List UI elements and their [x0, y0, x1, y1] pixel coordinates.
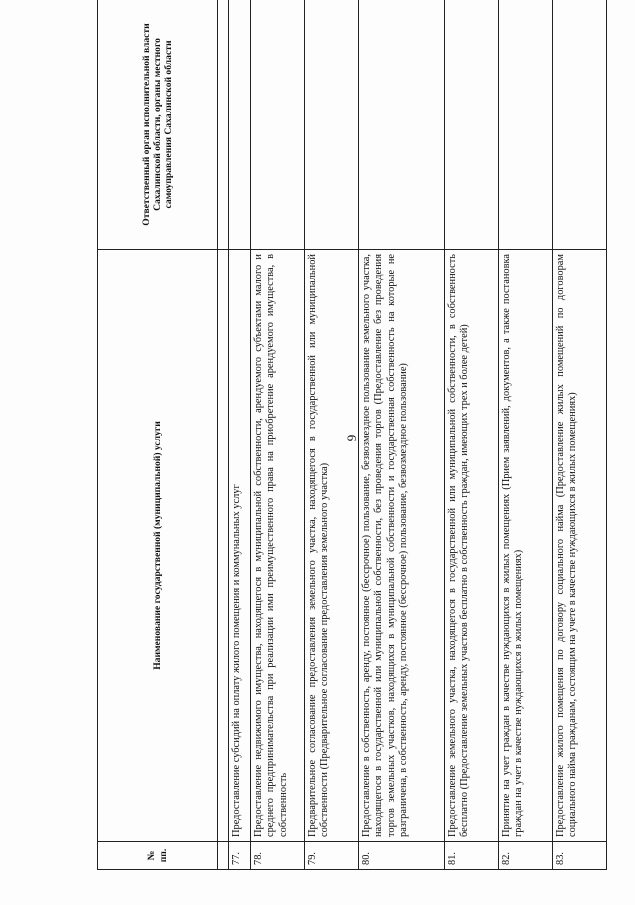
header-service-name: Наименование государственной (муниципальной) услуги	[98, 250, 218, 842]
header-authority: Ответственный орган исполнительной власти Сахалинской области, органы местного самоуправления Сахалинской области	[98, 0, 218, 250]
table-row	[359, 0, 445, 870]
table-row	[229, 0, 251, 870]
row-number: 83.	[553, 842, 607, 870]
authority-cell	[229, 0, 251, 250]
service-name: Предоставление субсидий на оплату жилого помещения и коммунальных услуг	[229, 250, 251, 842]
table-gap-row	[218, 0, 229, 870]
row-number: 82.	[499, 842, 553, 870]
table-row	[445, 0, 499, 870]
row-number: 80.	[359, 842, 445, 870]
header-num: № пп.	[98, 842, 218, 870]
row-number: 79.	[305, 842, 359, 870]
row-number: 78.	[251, 842, 305, 870]
service-name: Предоставление в собственность, аренду, постоянное (бессрочное) пользование, безвозмездное пользование земельного участка, находящегося в государственной или муниципальной собственности, без проведения торгов (Предоставление без проведения торгов земельных участков, находящихся в муниципальной собственности и государственная собственность на которые не разграничена, в собственность, аренду, постоянное (бессрочное) пользование, безвозмездное пользование)	[359, 250, 445, 842]
table-row	[499, 0, 553, 870]
table-header-row	[98, 0, 218, 870]
service-name: Предоставление недвижимого имущества, находящегося в муниципальной собственности, арендуемого субъектами малого и среднего предпринимательства при реализации ими преимущественного права на приобретение арендуемого имущества, в собственность	[251, 250, 305, 842]
row-number: 81.	[445, 842, 499, 870]
authority-cell	[359, 0, 445, 250]
table-row	[305, 0, 359, 870]
rotated-table-wrapper	[97, 0, 607, 870]
page-number: 9	[344, 434, 359, 442]
service-name: Предоставление жилого помещения по договору социального найма (Предоставление жилых помещений по договорам социального найма гражданам, состоящим на учете в качестве нуждающихся в жилых помещениях)	[553, 250, 607, 842]
service-name: Предварительное согласование предоставления земельного участка, находящегося в государственной или муниципальной собственности (Предварительное согласование предоставления земельного участка)	[305, 250, 359, 842]
services-table	[97, 0, 607, 870]
authority-cell	[251, 0, 305, 250]
authority-cell	[553, 0, 607, 250]
table-row	[251, 0, 305, 870]
authority-cell	[499, 0, 553, 250]
service-name: Принятие на учет граждан в качестве нуждающихся в жилых помещениях (Прием заявлений, документов, а также постановка граждан на учет в качестве нуждающихся в жилых помещениях)	[499, 250, 553, 842]
authority-cell	[445, 0, 499, 250]
service-name: Предоставление земельного участка, находящегося в государственной или муниципальной собственности, в собственность бесплатно (Предоставление земельных участков бесплатно в собственность граждан, имеющих трех и более детей)	[445, 250, 499, 842]
table-row	[553, 0, 607, 870]
authority-cell	[305, 0, 359, 250]
row-number: 77.	[229, 842, 251, 870]
